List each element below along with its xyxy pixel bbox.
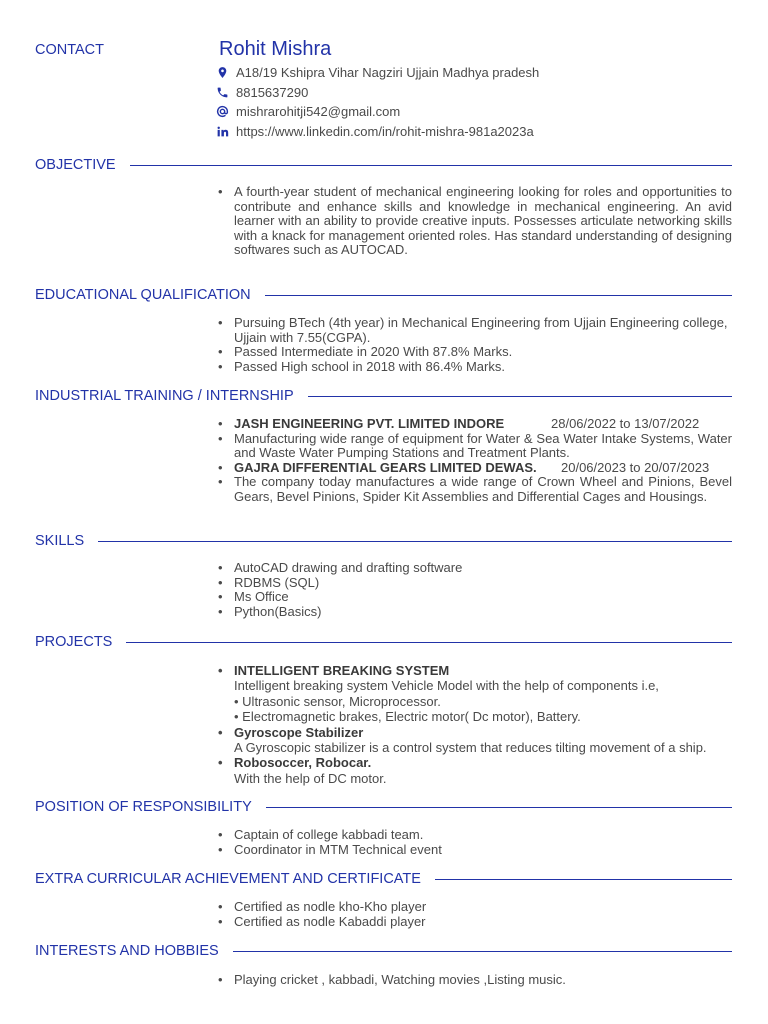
skills-header [35, 533, 732, 549]
extra-list [218, 900, 732, 929]
company-name: GAJRA DIFFERENTIAL GEARS LIMITED DEWAS. [234, 459, 537, 475]
interests-header [35, 943, 732, 959]
responsibility-header [35, 799, 732, 815]
list-item: • Ms Office [218, 590, 732, 605]
project-line: • Ultrasonic sensor, Microprocessor. [234, 693, 441, 709]
section-title: INTERESTS AND HOBBIES [35, 943, 219, 959]
section-divider [130, 165, 732, 166]
list-item: • Captain of college kabbadi team. [218, 828, 732, 843]
skills-list [218, 561, 732, 619]
section-title: INDUSTRIAL TRAINING / INTERNSHIP [35, 388, 294, 404]
section-divider [233, 951, 732, 952]
company-name: JASH ENGINEERING PVT. LIMITED INDORE [234, 416, 505, 431]
responsibility-list [218, 828, 732, 857]
address-text: A18/19 Kshipra Vihar Nagziri Ujjain Madhya pradesh [236, 65, 540, 81]
project-line: • Electromagnetic brakes, Electric motor( Dc motor), Battery. [234, 709, 581, 725]
objective-list [218, 185, 732, 258]
email-row [215, 102, 539, 122]
objective-text: • A fourth-year student of mechanical engineering looking for roles and opportunities to contribute and enhance skills and knowledge in mechanical engineering. An avid learner with an ability to provide creative inputs. Possesses articulate networking skills with a knack for management oriented roles. Has standard understanding of designing softwares such as AUTOCAD. [218, 185, 732, 258]
section-divider [308, 396, 732, 397]
phone-text[interactable]: 8815637290 [236, 84, 309, 100]
list-item: • Certified as nodle Kabaddi player [218, 915, 732, 930]
education-list [218, 316, 732, 374]
training-description: • The company today manufactures a wide range of Crown Wheel and Pinions, Bevel Gears, Bevel Pinions, Spider Kit Assemblies and Differential Cages and Housings. [218, 475, 732, 504]
project-name: • Gyroscope Stabilizer [218, 725, 732, 740]
training-header [35, 388, 732, 404]
list-item: • Coordinator in MTM Technical event [218, 843, 732, 858]
list-item: • Playing cricket , kabbadi, Watching movies ,Listing music. [218, 973, 732, 988]
contact-heading: CONTACT [35, 42, 105, 58]
list-item: • Certified as nodle kho-Kho player [218, 900, 732, 915]
section-title: PROJECTS [35, 634, 113, 650]
training-company-row [218, 461, 732, 476]
section-title: POSITION OF RESPONSIBILITY [35, 799, 252, 815]
section-divider [126, 642, 732, 643]
training-description: • Manufacturing wide range of equipment for Water & Sea Water Intake Systems, Water and Waste Water Pumping Stations and Treatment Plants. [218, 432, 732, 461]
training-list [218, 417, 732, 505]
project-line: Intelligent breaking system Vehicle Model with the help of components i.e, [234, 678, 659, 694]
section-title: EDUCATIONAL QUALIFICATION [35, 287, 251, 303]
project-line: A Gyroscopic stabilizer is a control system that reduces tilting movement of a ship. [234, 740, 707, 756]
email-text[interactable]: mishrarohitji542@gmail.com [236, 104, 401, 120]
training-company-row [218, 417, 732, 432]
list-item: • AutoCAD drawing and drafting software [218, 561, 732, 576]
list-item: • Passed High school in 2018 with 86.4% Marks. [218, 360, 732, 375]
phone-row [215, 83, 539, 103]
section-divider [265, 295, 732, 296]
section-divider [266, 807, 732, 808]
section-title: SKILLS [35, 533, 85, 549]
location-icon [215, 66, 230, 80]
section-divider [435, 879, 732, 880]
email-icon [215, 105, 230, 119]
linkedin-row [215, 122, 539, 142]
extra-header [35, 871, 732, 887]
contact-details [215, 63, 539, 141]
interests-list [218, 973, 732, 988]
training-dates: 20/06/2023 to 20/07/2023 [561, 459, 710, 475]
section-title: EXTRA CURRICULAR ACHIEVEMENT AND CERTIFICATE [35, 871, 421, 887]
list-item: • RDBMS (SQL) [218, 576, 732, 591]
phone-icon [215, 85, 230, 99]
objective-header [35, 157, 732, 173]
list-item: • Pursuing BTech (4th year) in Mechanical Engineering from Ujjain Engineering college, Ujjain with 7.55(CGPA). [218, 316, 732, 345]
education-header [35, 287, 732, 303]
project-line: With the help of DC motor. [234, 770, 387, 786]
linkedin-url[interactable]: https://www.linkedin.com/in/rohit-mishra-981a2023a [236, 123, 534, 139]
project-name: • INTELLIGENT BREAKING SYSTEM [218, 663, 732, 678]
training-dates: 28/06/2022 to 13/07/2022 [551, 416, 700, 431]
project-name: • Robosoccer, Robocar. [218, 755, 732, 770]
section-divider [98, 541, 732, 542]
list-item: • Passed Intermediate in 2020 With 87.8% Marks. [218, 345, 732, 360]
section-title: OBJECTIVE [35, 157, 116, 173]
linkedin-icon [215, 124, 230, 138]
candidate-name: Rohit Mishra [219, 38, 332, 60]
address-row [215, 63, 539, 83]
projects-header [35, 634, 732, 650]
projects-list [218, 663, 732, 786]
list-item: • Python(Basics) [218, 605, 732, 620]
